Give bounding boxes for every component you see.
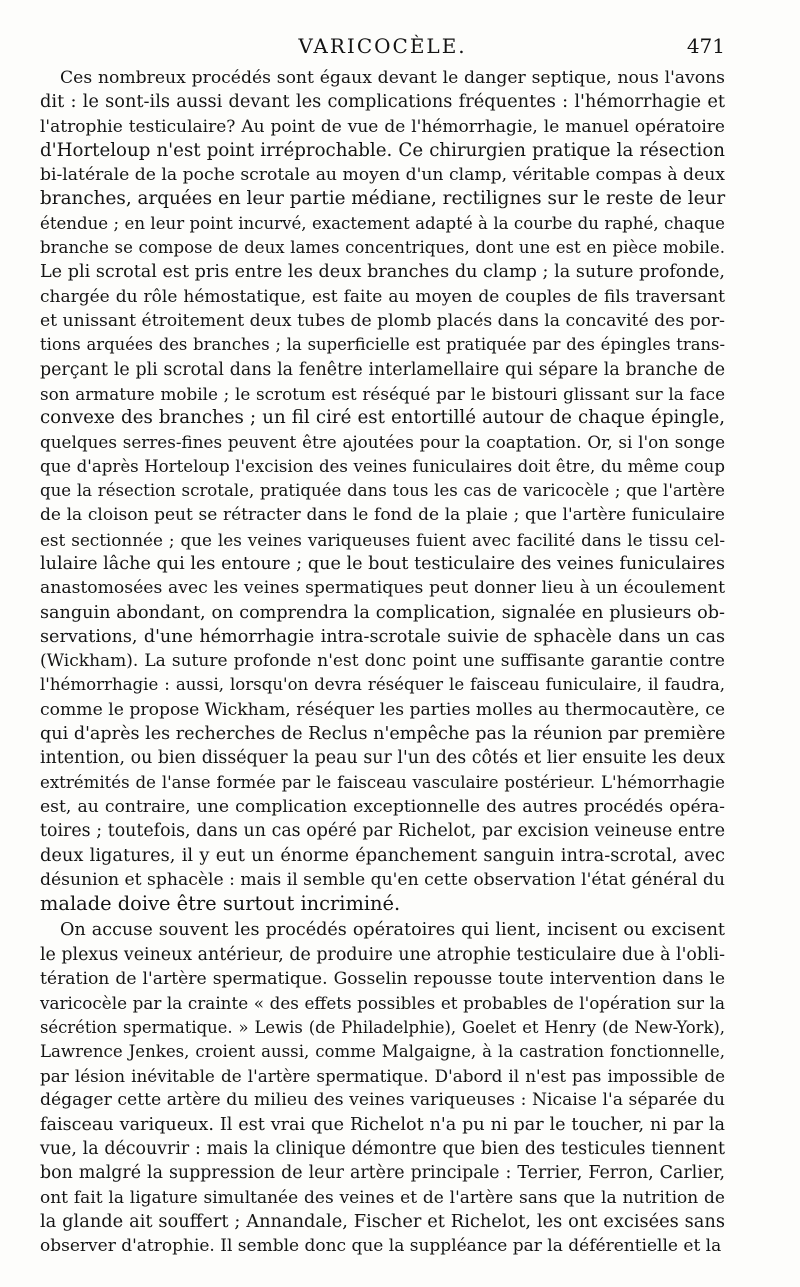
text-line: lulaire lâche qui les entoure ; que le bout testiculaire des veines funiculaires [40, 553, 725, 574]
text-line: que d'après Horteloup l'excision des veines funiculaires doit être, du même coup [40, 456, 725, 476]
text-line: anastomosées avec les veines spermatiques peut donner lieu à un écoulement [40, 578, 725, 599]
text-line: (Wickham). La suture profonde n'est donc point une suffisante garantie contre [40, 651, 725, 672]
text-line: est, au contraire, une complication exceptionnelle des autres procédés opéra- [40, 796, 725, 817]
text-line: ont fait la ligature simultanée des veines et de l'artère sans que la nutrition de [40, 1187, 725, 1208]
text-line: l'atrophie testiculaire? Au point de vue de l'hémorrhagie, le manuel opératoire [40, 116, 725, 137]
text-line: observer d'atrophie. Il semble donc que la suppléance par la déférentielle et la [40, 1236, 722, 1257]
text-line: qui d'après les recherches de Reclus n'empêche pas la réunion par première [40, 724, 726, 745]
text-line: branches, arquées en leur partie médiane, rectilignes sur le reste de leur [40, 188, 726, 210]
body-text [40, 66, 725, 1259]
paragraph-1 [40, 66, 725, 916]
text-line: son armature mobile ; le scrotum est réséqué par le bistouri glissant sur la face [40, 383, 725, 404]
paragraph-2 [40, 918, 725, 1258]
text-line: dit : le sont-ils aussi devant les complications fréquentes : l'hémorrhagie et [40, 91, 725, 113]
text-line: tération de l'artère spermatique. Gosselin repousse toute intervention dans le [40, 968, 725, 989]
text-line: intention, ou bien disséquer la peau sur l'un des côtés et lier ensuite les deux [40, 748, 725, 769]
text-line: est sectionnée ; que les veines variqueuses fuient avec facilité dans le tissu cel- [40, 529, 725, 550]
text-line: convexe des branches ; un fil ciré est entortillé autour de chaque épingle, [40, 407, 725, 429]
text-line: varicocèle par la crainte « des effets possibles et probables de l'opération sur la [40, 993, 725, 1014]
text-line: bi-latérale de la poche scrotale au moyen d'un clamp, véritable compas à deux [40, 165, 725, 186]
text-line: la glande ait souffert ; Annandale, Fischer et Richelot, les ont excisées sans [40, 1210, 725, 1232]
page-header [40, 28, 725, 62]
text-line: Ces nombreux procédés sont égaux devant le danger septique, nous l'avons [60, 68, 725, 88]
text-line: Le pli scrotal est pris entre les deux branches du clamp ; la suture profonde, [40, 262, 725, 283]
text-line: dégager cette artère du milieu des veines variqueuses : Nicaise l'a séparée du [40, 1090, 725, 1111]
running-title: VARICOCÈLE. [298, 34, 467, 58]
text-line: comme le propose Wickham, réséquer les parties molles au thermocautère, ce [40, 699, 725, 720]
text-line: Lawrence Jenkes, croient aussi, comme Malgaigne, à la castration fonctionnelle, [40, 1041, 725, 1061]
text-line: sécrétion spermatique. » Lewis (de Philadelphie), Goelet et Henry (de New-York), [40, 1017, 725, 1037]
text-line: malade doive être surtout incriminé. [40, 892, 401, 916]
text-line: le plexus veineux antérieur, de produire une atrophie testiculaire due à l'obli- [40, 944, 725, 965]
text-line: extrémités de l'anse formée par le faisceau vasculaire postérieur. L'hémorrhagie [40, 772, 725, 792]
text-line: servations, d'une hémorrhagie intra-scrotale suivie de sphacèle dans un cas [40, 626, 725, 647]
text-line: sanguin abondant, on comprendra la complication, signalée en plusieurs ob- [40, 602, 725, 623]
text-line: de la cloison peut se rétracter dans le fond de la plaie ; que l'artère funiculaire [40, 505, 725, 526]
text-line: étendue ; en leur point incurvé, exactement adapté à la courbe du raphé, chaque [40, 213, 725, 233]
text-line: tions arquées des branches ; la superficielle est pratiquée par des épingles trans- [40, 335, 725, 355]
text-line: toires ; toutefois, dans un cas opéré par Richelot, par excision veineuse entre [40, 821, 725, 842]
text-line: que la résection scrotale, pratiquée dans tous les cas de varicocèle ; que l'artère [40, 481, 725, 501]
text-line: branche se compose de deux lames concentriques, dont une est en pièce mobile. [40, 238, 725, 258]
text-line: d'Horteloup n'est point irréprochable. Ce chirurgien pratique la résection [40, 139, 725, 161]
text-line: perçant le pli scrotal dans la fenêtre interlamellaire qui sépare la branche de [40, 359, 725, 380]
text-line: quelques serres-fines peuvent être ajoutées pour la coaptation. Or, si l'on songe [40, 432, 725, 453]
text-line: faisceau variqueux. Il est vrai que Richelot n'a pu ni par le toucher, ni par la [40, 1114, 725, 1135]
text-line: chargée du rôle hémostatique, est faite au moyen de couples de fils traversant [40, 286, 725, 307]
text-line: par lésion inévitable de l'artère spermatique. D'abord il n'est pas impossible de [40, 1066, 725, 1087]
text-line: vue, la découvrir : mais la clinique démontre que bien des testicules tiennent [40, 1139, 725, 1160]
text-line: désunion et sphacèle : mais il semble qu'en cette observation l'état général du [40, 869, 725, 890]
text-line: et unissant étroitement deux tubes de plomb placés dans la concavité des por- [40, 310, 725, 331]
text-line: On accuse souvent les procédés opératoires qui lient, incisent ou excisent [60, 920, 725, 941]
text-line: bon malgré la suppression de leur artère principale : Terrier, Ferron, Carlier, [40, 1163, 725, 1184]
text-line: l'hémorrhagie : aussi, lorsqu'on devra réséquer le faisceau funiculaire, il faudra, [40, 675, 725, 695]
page-number: 471 [686, 34, 725, 58]
text-line: deux ligatures, il y eut un énorme épanchement sanguin intra-scrotal, avec [40, 844, 725, 866]
